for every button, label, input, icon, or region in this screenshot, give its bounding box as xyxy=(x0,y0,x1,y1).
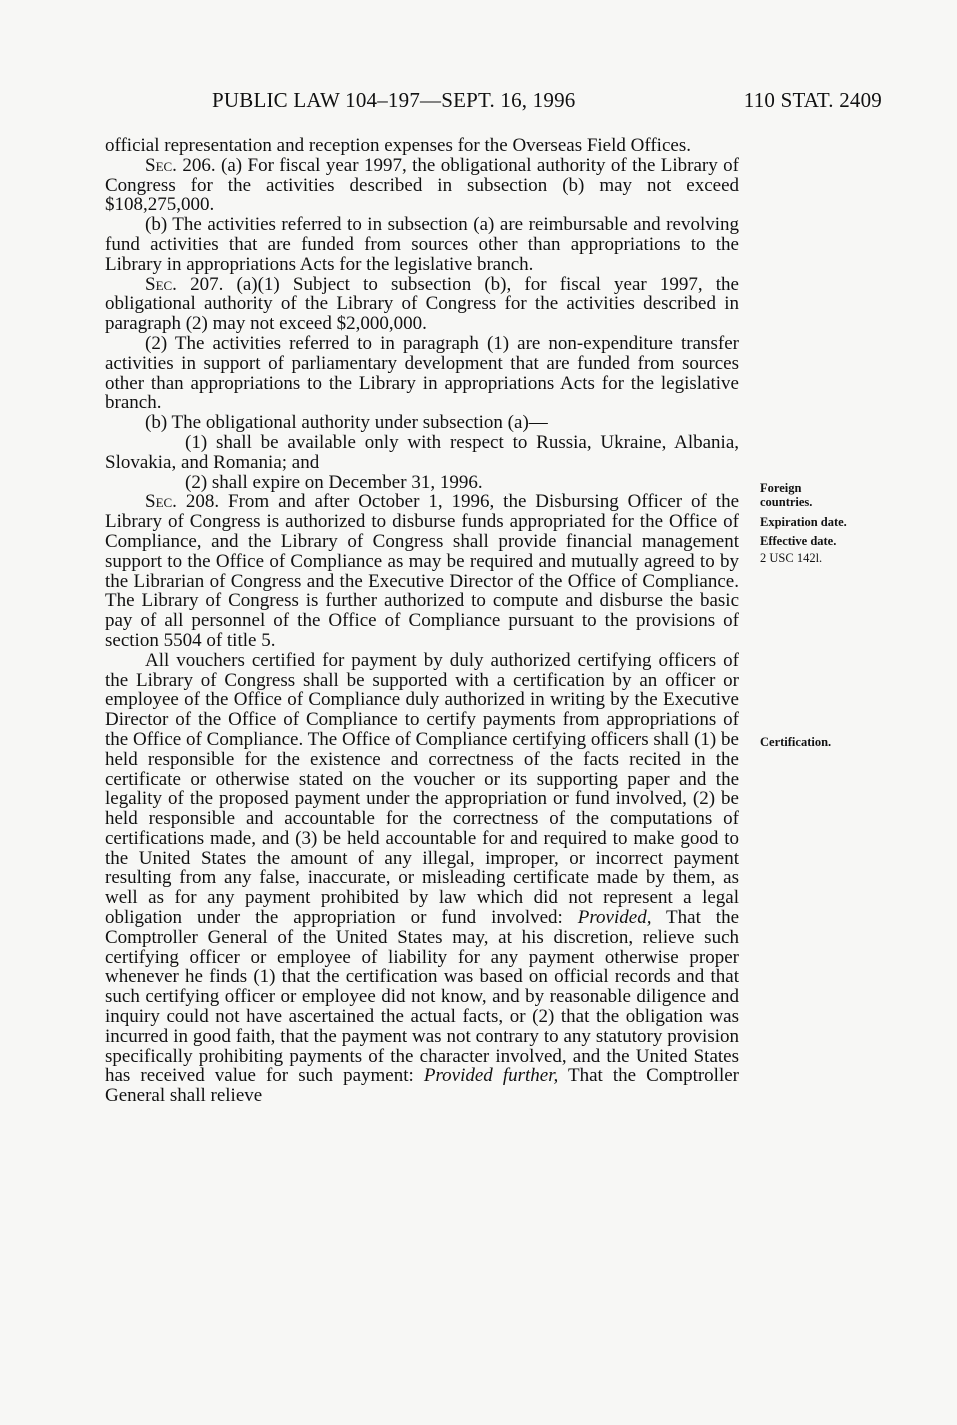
section-text: 208. From and after October 1, 1996, the Disbursing Officer of the Library of Congress is authorized to disburse funds appropriated for the Office of Compliance, and the Library of Congress shall provide financial management support to the Office of Compliance as may be required and mutually agreed to by the Librarian of Congress and the Executive Director of the Office of Compliance. The Library of Congress is further authorized to compute and disburse the basic pay of all personnel of the Office of Compliance pursuant to the provisions of section 5504 of title 5. xyxy=(105,491,739,651)
section-label: Sec. xyxy=(145,491,177,513)
note-line: Foreign xyxy=(760,481,802,495)
provided-further-italic: Provided further, xyxy=(423,1065,559,1087)
section-207-b1: (1) shall be available only with respect to Russia, Ukraine, Albania, Slovakia, and Romania; and xyxy=(105,431,739,473)
paragraph: official representation and reception expenses for the Overseas Field Offices. xyxy=(105,135,691,156)
section-text: 207. (a)(1) Subject to subsection (b), for fiscal year 1997, the obligational authority of the Library of Congress for the activities described in paragraph (2) may not exceed $2,000,000. xyxy=(105,273,739,335)
section-206-b: (b) The activities referred to in subsection (a) are reimbursable and revolving fund activities that are funded from sources other than appropriations to the Library in appropriations Acts for the legislative branch. xyxy=(105,214,739,275)
section-label: Sec. xyxy=(145,273,177,295)
section-label: Sec. xyxy=(145,154,177,176)
margin-note-effective-date: Effective date. xyxy=(760,534,837,548)
certification-paragraph xyxy=(105,651,739,1106)
header-public-law: PUBLIC LAW 104–197—SEPT. 16, 1996 xyxy=(212,88,576,112)
page-header xyxy=(212,88,882,116)
section-207-b: (b) The obligational authority under subsection (a)— xyxy=(145,412,548,434)
text-run: That the Comptroller General shall relieve xyxy=(105,1065,739,1107)
provided-italic: Provided, xyxy=(577,907,652,929)
section-206-a xyxy=(105,156,739,215)
margin-note-certification: Certification. xyxy=(760,735,832,749)
section-207-b2: (2) shall expire on December 31, 1996. xyxy=(185,471,483,493)
header-stat-page: 110 STAT. 2409 xyxy=(743,88,882,112)
text-run: All vouchers certified for payment by duly authorized certifying officers of the Library of Congress shall be supported with a certification by an officer or employee of the Office of Compliance duly authorized in writing by the Executive Director of the Office of Compliance to certify payments from appropriations of the Office of Compliance. The Office of Compliance certifying officers shall (1) be held responsible for the existence and correctness of the facts recited in the certificate or otherwise stated on the voucher or its supporting paper and the legality of the proposed payment under the appropriation or fund involved, (2) be held responsible and accountable for the correctness of the computations of certifications made, and (3) be held accountable for and required to make good to the United States the amount of any illegal, improper, or incorrect payment resulting from any false, inaccurate, or misleading certificate made by them, as well as for any payment prohibited by law which did not represent a legal obligation under the appropriation or fund involved: xyxy=(105,649,739,929)
section-208 xyxy=(105,492,739,650)
section-207-a2: (2) The activities referred to in paragraph (1) are non-expenditure transfer activities in support of parliamentary development that are funded from sources other than appropriations to the Library in appropriations Acts for the legislative branch. xyxy=(105,332,739,414)
section-text: 206. (a) For fiscal year 1997, the obligational authority of the Library of Congress for the activities described in subsection (b) may not exceed $108,275,000. xyxy=(105,154,739,216)
body-text xyxy=(105,136,739,1106)
margin-note-foreign-countries xyxy=(760,481,812,509)
note-line: countries. xyxy=(760,495,813,509)
text-run: That the Comptroller General of the United States may, at his discretion, relieve such certifying officer or employee of liability for any payment otherwise proper whenever he finds (1) that the certification was based on official records and that such certifying officer or employee did not know, and by reasonable diligence and inquiry could not have ascertained the actual facts, or (2) that the obligation was incurred in good faith, that the payment was not contrary to any statutory provision specifically prohibiting payments of the character involved, and the United States has received value for such payment: xyxy=(105,907,739,1087)
section-207-a1 xyxy=(105,275,739,334)
margin-note-expiration-date: Expiration date. xyxy=(760,515,847,529)
margin-note-usc-citation: 2 USC 142l. xyxy=(760,551,823,565)
